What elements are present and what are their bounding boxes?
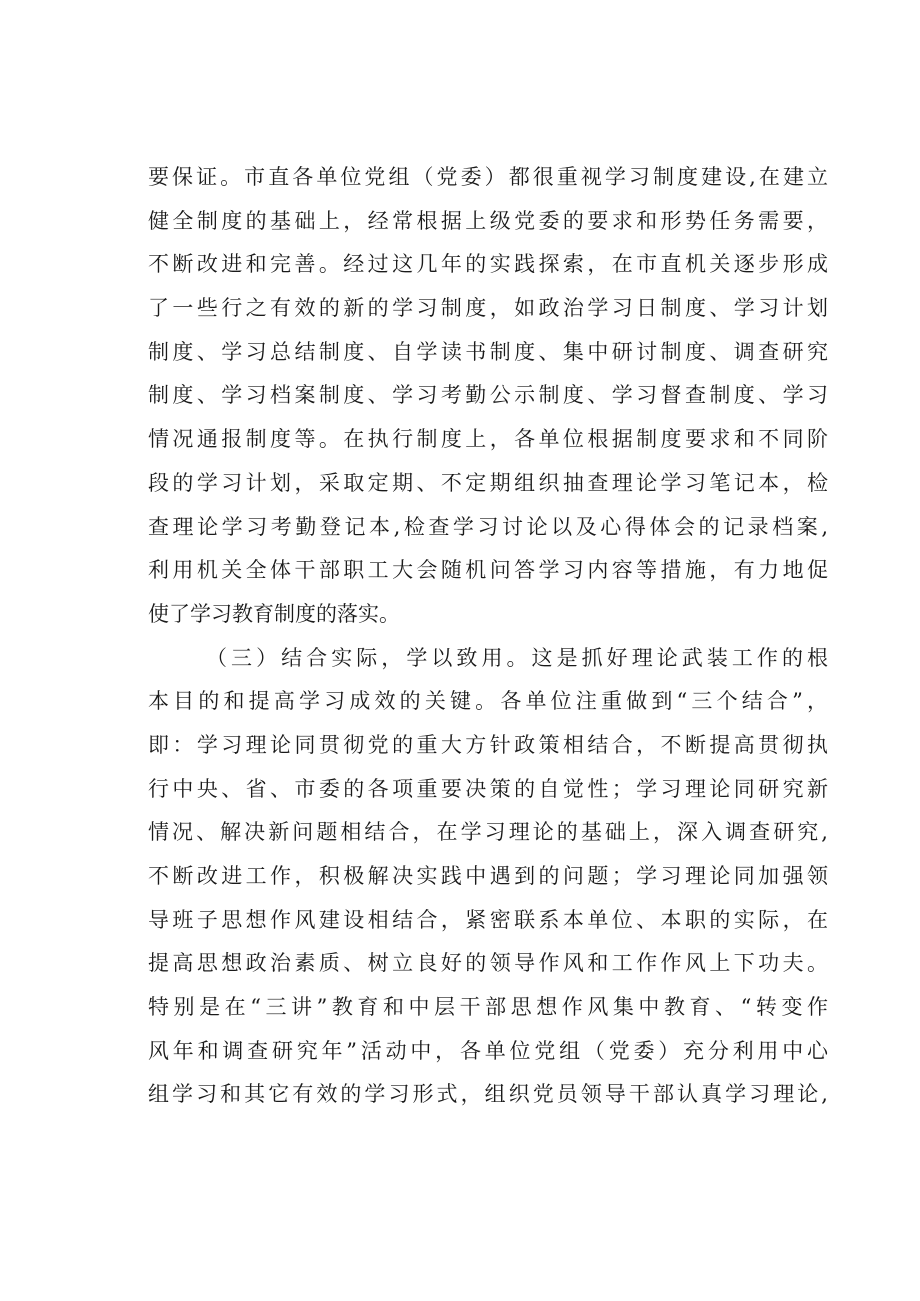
text-line: 情况、解决新问题相结合，在学习理论的基础上，深入调查研究, [148, 820, 828, 845]
text-line: 查理论学习考勤登记本,检查学习讨论以及心得体会的记录档案, [148, 514, 828, 539]
text-line: 行中央、省、市委的各项重要决策的自觉性；学习理论同研究新 [148, 776, 828, 801]
text-line: 利用机关全体干部职工大会随机问答学习内容等措施，有力地促 [148, 558, 828, 583]
text-line: 不断改进和完善。经过这几年的实践探索，在市直机关逐步形成 [148, 252, 828, 277]
text-line: 制度、学习总结制度、自学读书制度、集中研讨制度、调查研究 [148, 339, 828, 364]
text-line: 导班子思想作风建设相结合，紧密联系本单位、本职的实际，在 [148, 907, 828, 932]
text-line: 情况通报制度等。在执行制度上，各单位根据制度要求和不同阶 [148, 427, 828, 452]
text-line: 不断改进工作，积极解决实践中遇到的问题；学习理论同加强领 [148, 864, 828, 888]
text-line: 健全制度的基础上，经常根据上级党委的要求和形势任务需要， [148, 208, 828, 233]
text-line: 段的学习计划，采取定期、不定期组织抽查理论学习笔记本，检 [148, 470, 828, 495]
document-body [148, 156, 828, 1117]
text-line: 组学习和其它有效的学习形式，组织党员领导干部认真学习理论, [148, 1082, 828, 1107]
section-heading-line: （三）结合实际，学以致用。这是抓好理论武装工作的根 [206, 645, 828, 670]
text-line: 制度、学习档案制度、学习考勤公示制度、学习督查制度、学习 [148, 383, 828, 408]
paragraph-study-system [148, 156, 828, 637]
text-line: 提高思想政治素质、树立良好的领导作风和工作作风上下功夫。 [148, 951, 828, 976]
text-line: 特别是在“三讲”教育和中层干部思想作风集中教育、“转变作 [148, 995, 828, 1020]
text-line: 本目的和提高学习成效的关键。各单位注重做到“三个结合”， [148, 689, 828, 714]
text-line: 使了学习教育制度的落实。 [148, 601, 400, 626]
text-line: 了一些行之有效的新的学习制度，如政治学习日制度、学习计划 [148, 296, 828, 321]
text-line: 风年和调查研究年”活动中，各单位党组（党委）充分利用中心 [148, 1038, 828, 1063]
paragraph-section-three [148, 637, 828, 1118]
text-line: 即：学习理论同贯彻党的重大方针政策相结合，不断提高贯彻执 [148, 732, 828, 757]
text-line: 要保证。市直各单位党组（党委）都很重视学习制度建设,在建立 [148, 165, 828, 189]
